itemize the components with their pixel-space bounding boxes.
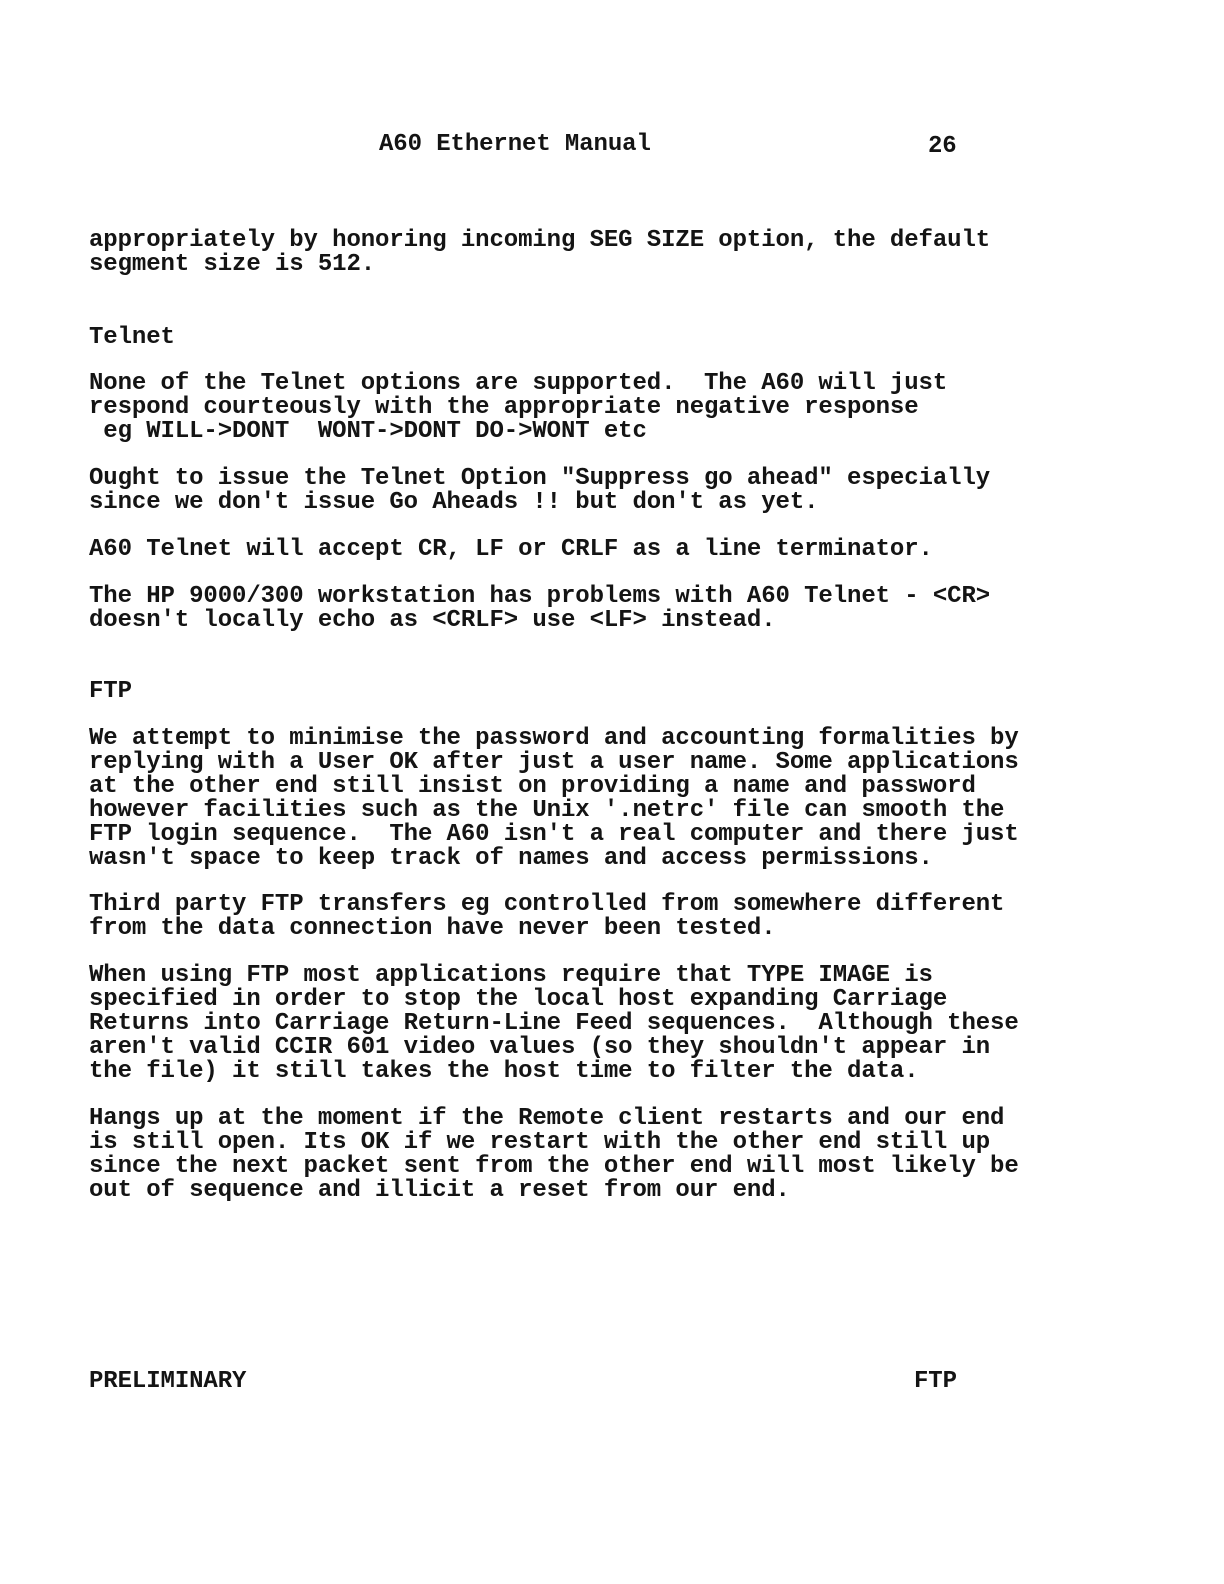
paragraph-type-image: When using FTP most applications require that TYPE IMAGE is specified in order to stop the local host expanding Carriage Returns into Carriage Return-Line Feed sequences. Although these aren't valid CCIR 601 video values (so they shouldn't appear in the file) it still takes the host time to filter the data. <box>89 962 1019 1085</box>
section-heading-ftp: FTP <box>89 678 132 705</box>
paragraph-ftp-login: We attempt to minimise the password and accounting formalities by replying with a User OK after just a user name. Some applications at the other end still insist on providing a name and password however facilities such as the Unix '.netrc' file can smooth the FTP login sequence. The A60 isn't a real computer and there just wasn't space to keep track of names and access permissions. <box>89 725 1019 872</box>
paragraph-line-terminator: A60 Telnet will accept CR, LF or CRLF as a line terminator. <box>89 536 933 563</box>
footer-section-name: FTP <box>914 1368 957 1395</box>
paragraph-seg-size: appropriately by honoring incoming SEG SIZE option, the default segment size is 512. <box>89 227 991 278</box>
paragraph-hangs-up: Hangs up at the moment if the Remote client restarts and our end is still open. Its OK if we restart with the other end still up since the next packet sent from the other end will most likely be out of sequence and illicit a reset from our end. <box>89 1105 1019 1204</box>
paragraph-suppress-go-ahead: Ought to issue the Telnet Option "Suppress go ahead" especially since we don't issue Go Aheads !! but don't as yet. <box>89 465 991 516</box>
paragraph-hp-workstation: The HP 9000/300 workstation has problems with A60 Telnet - <CR> doesn't locally echo as <CRLF> use <LF> instead. <box>89 583 991 634</box>
section-heading-telnet: Telnet <box>89 324 175 351</box>
document-title: A60 Ethernet Manual <box>379 131 651 158</box>
paragraph-telnet-options: None of the Telnet options are supported. The A60 will just respond courteously with the appropriate negative response eg WILL->DONT WONT->DONT DO->WONT etc <box>89 370 948 445</box>
page-number: 26 <box>928 133 957 160</box>
footer-preliminary: PRELIMINARY <box>89 1368 247 1395</box>
paragraph-third-party: Third party FTP transfers eg controlled from somewhere different from the data connection have never been tested. <box>89 891 1005 942</box>
